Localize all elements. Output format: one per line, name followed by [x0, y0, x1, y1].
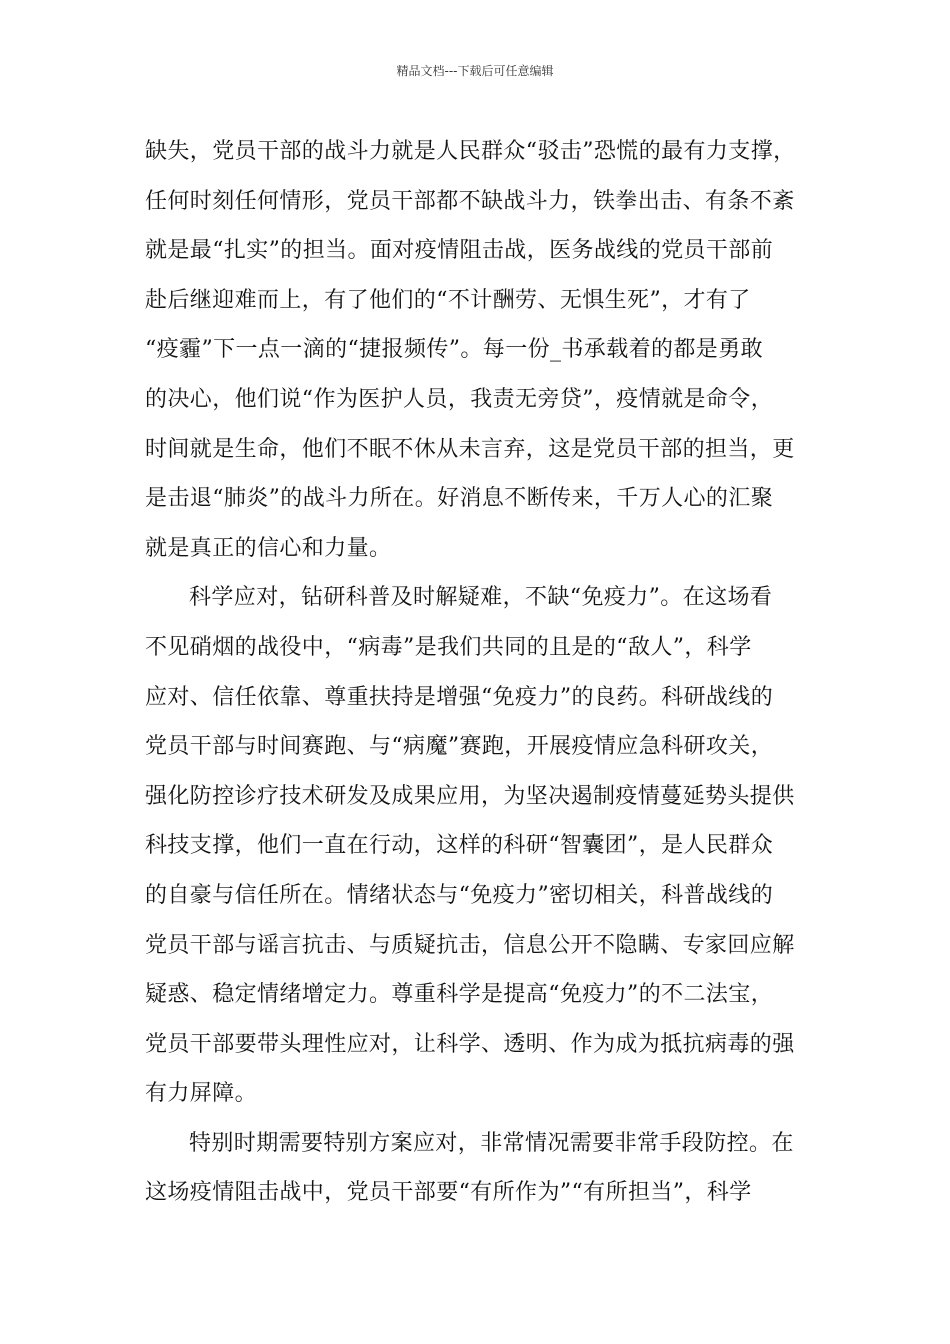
text-line: 的决心，他们说“作为医护人员，我责无旁贷”，疫情就是命令，	[145, 386, 774, 412]
text-line: 党员干部与谣言抗击、与质疑抗击，信息公开不隐瞒、专家回应解	[145, 932, 795, 958]
text-line: 赴后继迎难而上，有了他们的“不计酬劳、无惧生死”，才有了	[145, 287, 751, 313]
text-line: 应对、信任依靠、尊重扶持是增强“免疫力”的良药。科研战线的	[145, 684, 774, 710]
text-line: 科技支撑，他们一直在行动，这样的科研“智囊团”，是人民群众	[145, 833, 774, 859]
text-line: 党员干部与时间赛跑、与“病魔”赛跑，开展疫情应急科研攻关，	[145, 734, 774, 760]
text-line: 这场疫情阻击战中，党员干部要“有所作为”“有所担当”，科学	[145, 1180, 752, 1206]
text-line: 有力屏障。	[145, 1081, 258, 1107]
text-line: 就是真正的信心和力量。	[145, 535, 392, 561]
text-line: 强化防控诊疗技术研发及成果应用，为坚决遏制疫情蔓延势头提供	[145, 783, 795, 809]
text-line: 不见硝烟的战役中，“病毒”是我们共同的且是的“敌人”，科学	[145, 634, 752, 660]
text-line: 就是最“扎实”的担当。面对疫情阻击战，医务战线的党员干部前	[145, 238, 774, 264]
text-line: 任何时刻任何情形，党员干部都不缺战斗力，铁拳出击、有条不紊	[145, 188, 795, 214]
text-line: 的自豪与信任所在。情绪状态与“免疫力”密切相关，科普战线的	[145, 882, 774, 908]
text-line: 党员干部要带头理性应对，让科学、透明、作为成为抵抗病毒的强	[145, 1031, 795, 1057]
text-line: 时间就是生命，他们不眠不休从未言弃，这是党员干部的担当，更	[145, 436, 795, 462]
document-body	[145, 127, 817, 1218]
text-line: “疫霾”下一点一滴的“捷报频传”。每一份_书承载着的都是勇敢	[145, 337, 763, 363]
text-line: 疑惑、稳定情绪增定力。尊重科学是提高“免疫力”的不二法宝，	[145, 982, 774, 1008]
text-line: 特别时期需要特别方案应对，非常情况需要非常手段防控。在	[189, 1130, 794, 1156]
text-line: 科学应对，钻研科普及时解疑难，不缺“免疫力”。在这场看	[189, 585, 773, 611]
text-line: 是击退“肺炎”的战斗力所在。好消息不断传来，千万人心的汇聚	[145, 486, 774, 512]
page-header: 精品文档---下载后可任意编辑	[396, 64, 554, 78]
text-line: 缺失，党员干部的战斗力就是人民群众“驳击”恐慌的最有力支撑，	[145, 139, 796, 164]
